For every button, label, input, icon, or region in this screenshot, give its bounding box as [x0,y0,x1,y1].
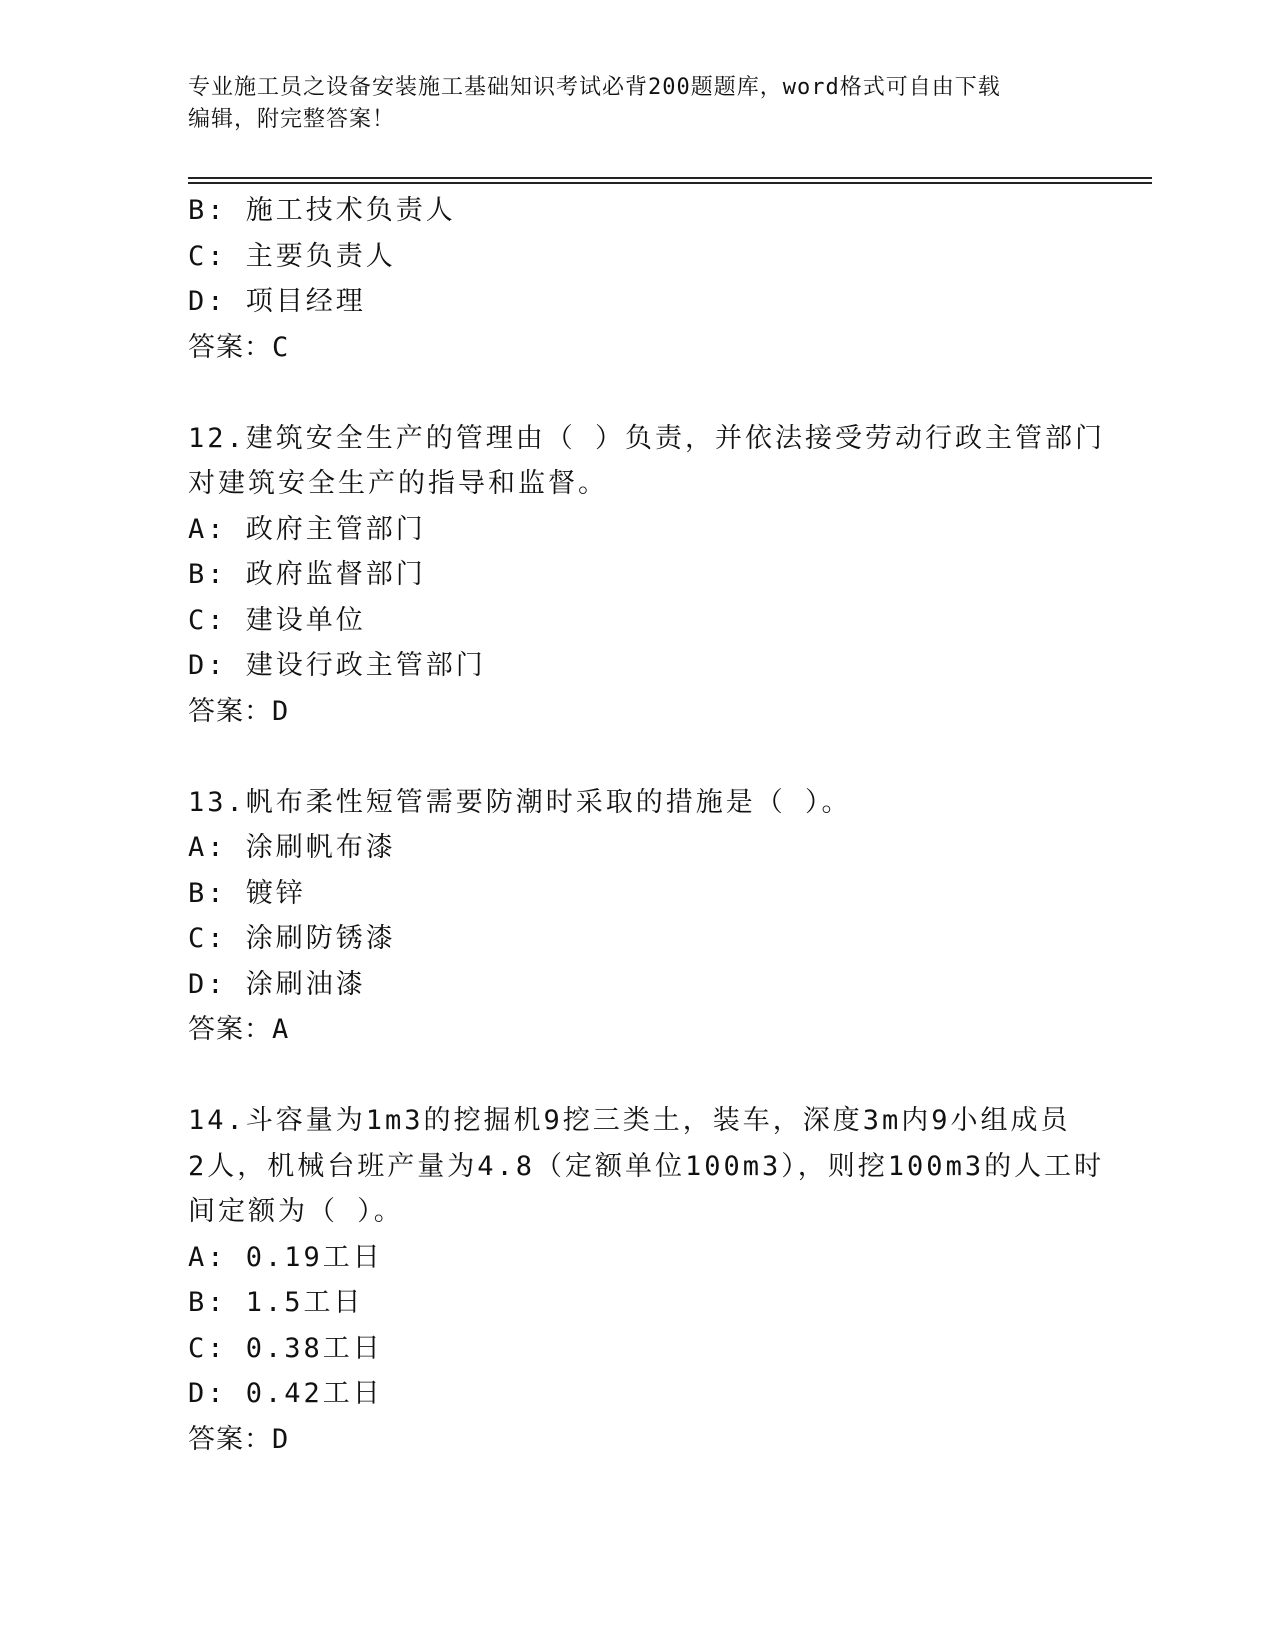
q14-stem-line-3: 间定额为（ ）。 [188,1196,404,1227]
question-11 [188,188,1088,370]
q13-option-d: D: 涂刷油漆 [188,968,366,1000]
q12-stem-line-1: 12.建筑安全生产的管理由（ ）负责，并依法接受劳动行政主管部门 [188,422,1106,454]
q11-answer: 答案：C [188,331,290,363]
q11-option-b: B: 施工技术负责人 [188,195,456,226]
q13-stem-line-1: 13.帆布柔性短管需要防潮时采取的措施是（ ）。 [188,786,852,818]
q14-option-c: C: 0.38工日 [188,1332,383,1364]
q13-option-c: C: 涂刷防锈漆 [188,923,396,954]
q14-option-b: B: 1.5工日 [188,1287,364,1318]
q14-answer: 答案：D [188,1423,290,1455]
q12-stem-line-2: 对建筑安全生产的指导和监督。 [188,468,608,499]
q12-option-c: C: 建设单位 [188,604,366,636]
q12-option-a: A: 政府主管部门 [188,513,426,545]
q11-option-d: D: 项目经理 [188,286,366,317]
document-header [188,72,1068,136]
q13-option-a: A: 涂刷帆布漆 [188,832,396,863]
q14-option-a: A: 0.19工日 [188,1241,383,1273]
question-list [188,188,1106,1462]
q11-option-c: C: 主要负责人 [188,240,396,272]
q12-option-b: B: 政府监督部门 [188,559,426,590]
q14-option-d: D: 0.42工日 [188,1378,383,1409]
q14-stem-line-1: 14.斗容量为1m3的挖掘机9挖三类土，装车，深度3m内9小组成员 [188,1105,1071,1136]
q12-option-d: D: 建设行政主管部门 [188,650,486,681]
q13-option-b: B: 镀锌 [188,877,306,909]
spacer [188,734,1088,780]
spacer [188,1053,1088,1099]
header-rule-bottom [188,182,1152,184]
question-13 [188,780,1088,1053]
q14-stem-line-2: 2人，机械台班产量为4.8（定额单位100m3），则挖100m3的人工时 [188,1150,1105,1182]
header-title-line-1: 专业施工员之设备安装施工基础知识考试必背200题题库，word格式可自由下载 [188,75,1001,100]
header-rule-top [188,177,1152,179]
question-12 [188,416,1106,735]
q12-answer: 答案：D [188,695,290,727]
q13-answer: 答案：A [188,1014,290,1045]
question-14 [188,1098,1105,1462]
spacer [188,370,1088,416]
header-title-line-2: 编辑，附完整答案！ [188,107,396,132]
